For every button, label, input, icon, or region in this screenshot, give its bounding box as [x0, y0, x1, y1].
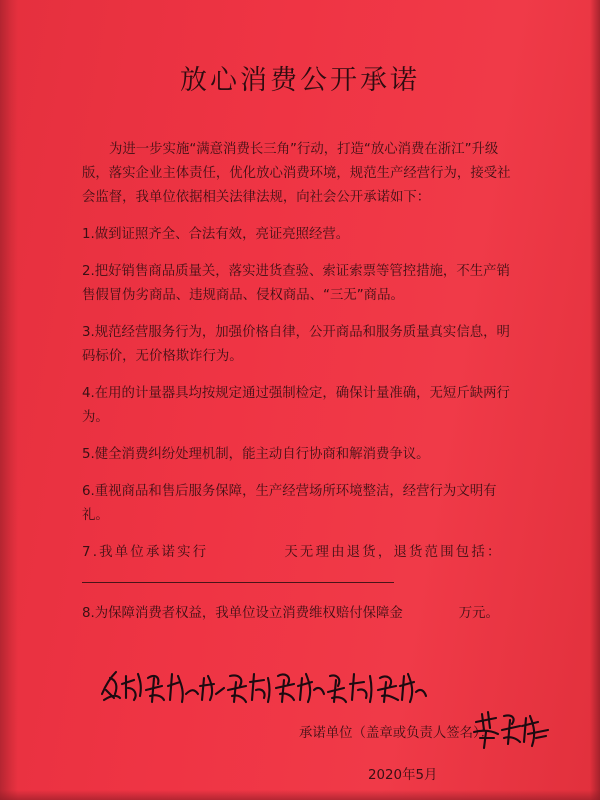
item-8-text-start: 8.为保障消费者权益，我单位设立消费维权赔付保障金: [82, 606, 403, 621]
item-7-text-end: 天无理由退货，退货范围包括：: [284, 545, 503, 560]
handwritten-signature: [472, 708, 552, 750]
item-7-text-start: 7.我单位承诺实行: [82, 545, 209, 560]
handwritten-unit-name: [98, 664, 428, 706]
intro-paragraph: 为进一步实施“满意消费长三角”行动，打造“放心消费在浙江”升级版，落实企业主体责任，优化放心消费环境，规范生产经营行为，接受社会监督，我单位依据相关法律法规，向社会公开承诺如下：: [82, 142, 511, 205]
commitment-item-3: 3.规范经营服务行为，加强价格自律，公开商品和服务质量真实信息，明码标价，无价格欺诈行为。: [82, 325, 510, 364]
commitment-item-7: [82, 541, 518, 589]
commitment-item-1: 1.做到证照齐全、合法有效，亮证亮照经营。: [82, 227, 350, 242]
commitment-item-8: [82, 602, 518, 626]
paper-shadow-bottom: [0, 790, 600, 800]
signature-label: 承诺单位（盖章或负责人签名）：: [299, 726, 494, 741]
date: 2020年5月: [368, 768, 438, 783]
item-7-scope-blank-line: [82, 566, 394, 583]
item-8-text-end: 万元。: [458, 606, 499, 621]
document-body: [82, 138, 518, 639]
commitment-item-5: 5.健全消费纠纷处理机制，能主动自行协商和解消费争议。: [82, 447, 430, 462]
commitment-item-4: 4.在用的计量器具均按规定通过强制检定，确保计量准确，无短斤缺两行为。: [82, 386, 510, 425]
document-title: 放心消费公开承诺: [180, 65, 420, 96]
commitment-item-2: 2.把好销售商品质量关，落实进货查验、索证索票等管控措施，不生产销售假冒伪劣商品、违规商品、侵权商品、“三无”商品。: [82, 264, 510, 303]
paper-shadow-left: [0, 0, 18, 800]
commitment-item-6: 6.重视商品和售后服务保障，生产经营场所环境整洁，经营行为文明有礼。: [82, 484, 497, 523]
paper-shadow-right: [590, 0, 600, 800]
